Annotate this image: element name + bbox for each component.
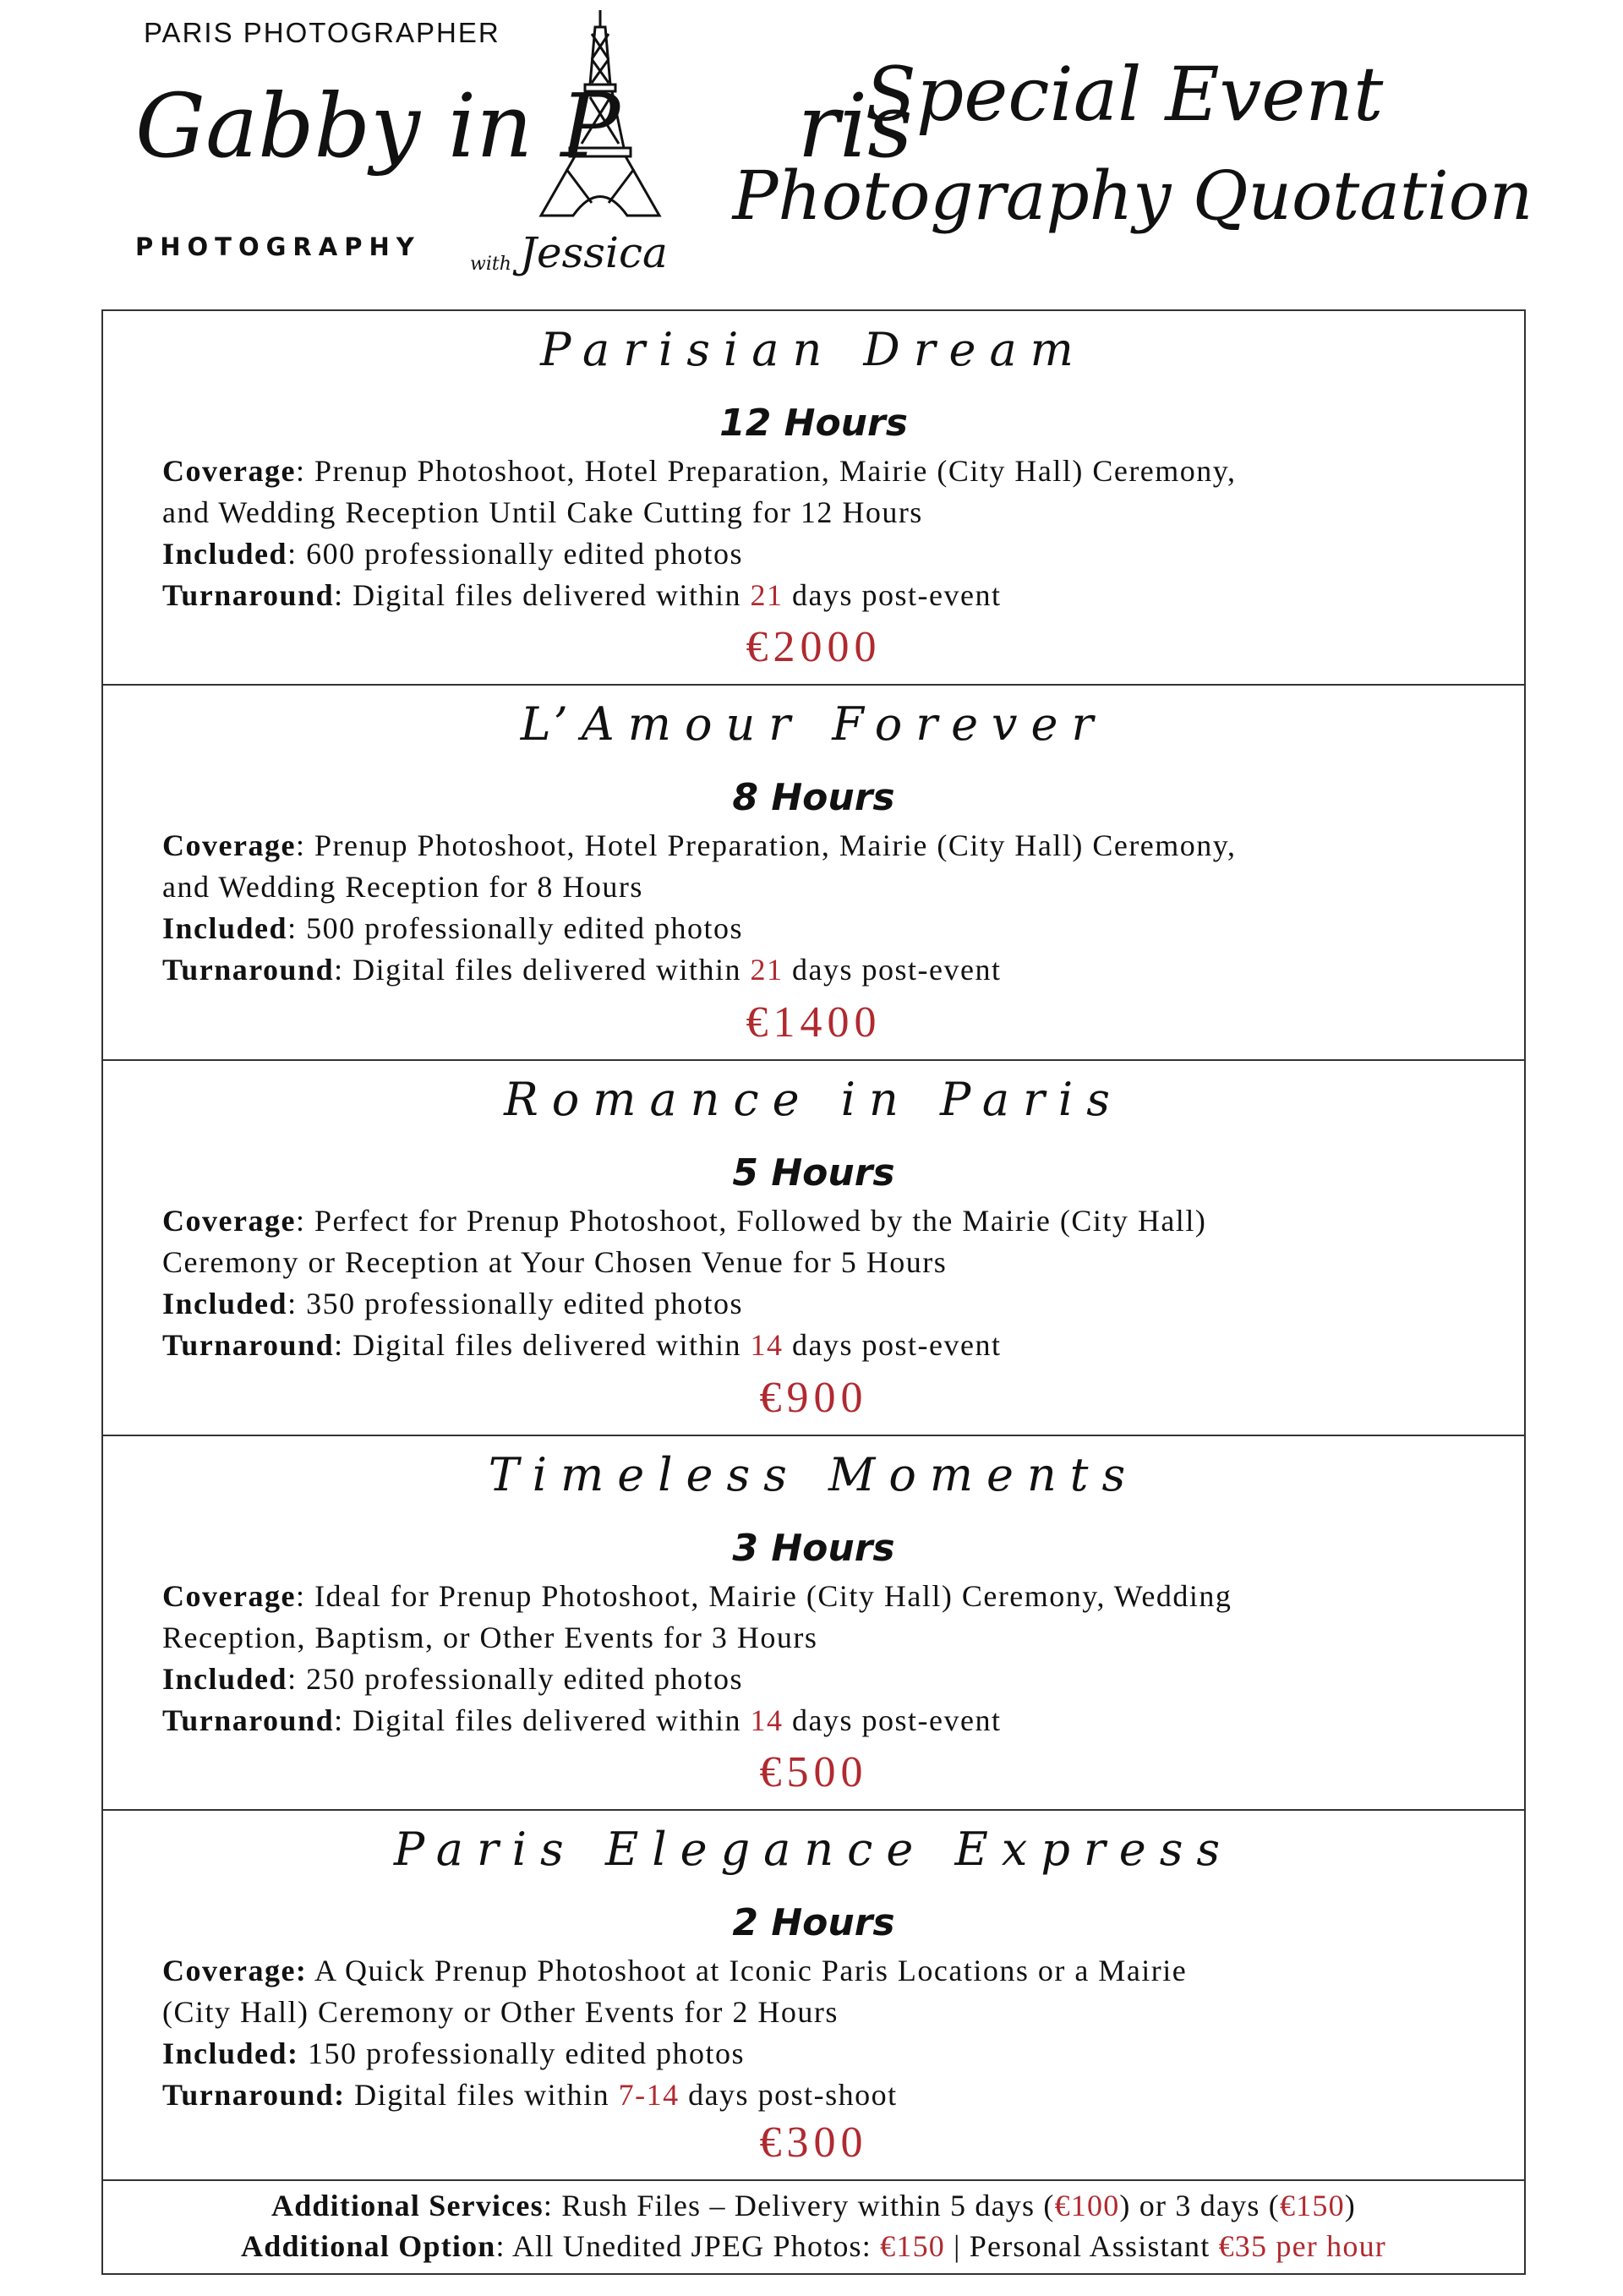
option-label: Additional Option	[241, 2229, 496, 2263]
coverage-line: Coverage: Prenup Photoshoot, Hotel Preparation, Mairie (City Hall) Ceremony,	[162, 454, 1237, 488]
option-text-1: : All Unedited JPEG Photos:	[495, 2229, 881, 2263]
logo-script-part2: ris	[797, 74, 913, 178]
coverage-label: Coverage	[162, 1204, 296, 1238]
included-text: 150 professionally edited photos	[308, 2036, 745, 2070]
package-name: L’Amour Forever	[520, 697, 1107, 751]
package-parisian-dream	[103, 311, 1524, 686]
turnaround-label: Turnaround	[162, 953, 335, 987]
included-text: 250 professionally edited photos	[306, 1662, 744, 1696]
turnaround-label: Turnaround	[162, 1703, 335, 1737]
coverage-line: Coverage: Ideal for Prenup Photoshoot, Mairie (City Hall) Ceremony, Wedding	[162, 1579, 1232, 1613]
turnaround-text: Digital files delivered within	[352, 953, 742, 987]
page-title: Special Event	[865, 51, 1384, 138]
logo-tagline-bottom: PHOTOGRAPHY	[135, 232, 421, 261]
package-details	[162, 1200, 1465, 1366]
turnaround-suffix: days post-shoot	[688, 2078, 898, 2112]
coverage-label: Coverage	[162, 1579, 296, 1613]
included-line: Included: 500 professionally edited photos	[162, 911, 744, 945]
turnaround-days: 21	[750, 953, 784, 987]
included-line: Included: 250 professionally edited photos	[162, 1662, 744, 1696]
additional-services-line	[103, 2188, 1524, 2223]
turnaround-line: Turnaround: Digital files delivered within 14 days post-event	[162, 1703, 1002, 1737]
package-name: Timeless Moments	[488, 1448, 1139, 1501]
page-subtitle: Photography Quotation	[732, 156, 1533, 235]
included-label: Included:	[162, 2036, 299, 2070]
logo-tagline-top: PARIS PHOTOGRAPHER	[144, 17, 500, 48]
package-name: Paris Elegance Express	[393, 1823, 1234, 1876]
turnaround-line: Turnaround: Digital files delivered within 14 days post-event	[162, 1328, 1002, 1362]
option-price-1: €150	[880, 2229, 945, 2263]
coverage-text: Prenup Photoshoot, Hotel Preparation, Mairie (City Hall) Ceremony,	[314, 828, 1237, 862]
services-text-2: ) or 3 days (	[1119, 2189, 1280, 2222]
turnaround-days: 21	[750, 578, 784, 612]
package-price: €300	[759, 2118, 868, 2167]
package-paris-elegance-express	[103, 1811, 1524, 2181]
turnaround-text: Digital files delivered within	[352, 1703, 742, 1737]
logo-signature-name: Jessica	[520, 228, 668, 277]
turnaround-suffix: days post-event	[792, 578, 1002, 612]
turnaround-line: Turnaround: Digital files delivered within 21 days post-event	[162, 953, 1002, 987]
package-details	[162, 451, 1465, 616]
package-hours: 12 Hours	[719, 402, 908, 445]
package-hours: 3 Hours	[732, 1527, 895, 1570]
turnaround-suffix: days post-event	[792, 953, 1002, 987]
brand-logo	[135, 8, 913, 287]
turnaround-suffix: days post-event	[792, 1703, 1002, 1737]
package-price: €2000	[746, 623, 882, 671]
package-price: €900	[759, 1374, 868, 1422]
turnaround-text: Digital files delivered within	[352, 578, 742, 612]
coverage-label: Coverage	[162, 454, 296, 488]
package-hours: 5 Hours	[732, 1151, 895, 1194]
option-text-2: | Personal Assistant	[944, 2229, 1219, 2263]
coverage-line-2: Reception, Baptism, or Other Events for 3 Hours	[162, 1621, 818, 1654]
package-name: Romance in Paris	[504, 1073, 1123, 1126]
turnaround-line	[162, 2075, 1465, 2116]
package-lamour-forever	[103, 686, 1524, 1061]
services-text-1: : Rush Files – Delivery within 5 days (	[543, 2189, 1055, 2222]
coverage-line: Coverage: Prenup Photoshoot, Hotel Preparation, Mairie (City Hall) Ceremony,	[162, 828, 1237, 862]
coverage-text: Perfect for Prenup Photoshoot, Followed by the Mairie (City Hall)	[314, 1204, 1207, 1238]
included-label: Included	[162, 1287, 288, 1320]
turnaround-days: 14	[750, 1703, 784, 1737]
coverage-text: Ideal for Prenup Photoshoot, Mairie (City Hall) Ceremony, Wedding	[314, 1579, 1232, 1613]
coverage-label: Coverage:	[162, 1954, 308, 1987]
included-text: 500 professionally edited photos	[306, 911, 744, 945]
services-text-3: )	[1344, 2189, 1356, 2222]
services-price-2: €150	[1279, 2189, 1345, 2222]
turnaround-line: Turnaround: Digital files delivered within 21 days post-event	[162, 578, 1002, 612]
package-details	[162, 825, 1465, 991]
package-price: €1400	[746, 998, 882, 1047]
services-label: Additional Services	[271, 2189, 544, 2222]
included-label: Included	[162, 537, 288, 571]
package-hours: 8 Hours	[732, 776, 895, 819]
package-details	[162, 1576, 1465, 1741]
eiffel-tower-icon	[533, 8, 668, 220]
included-line: Included: 600 professionally edited photos	[162, 537, 744, 571]
additional-option-line	[103, 2228, 1524, 2264]
package-timeless-moments	[103, 1436, 1524, 1811]
coverage-line-2: and Wedding Reception Until Cake Cutting for 12 Hours	[162, 495, 923, 529]
turnaround-text: Digital files within	[354, 2078, 610, 2112]
turnaround-label: Turnaround	[162, 1328, 335, 1362]
coverage-label: Coverage	[162, 828, 296, 862]
included-line: Included: 350 professionally edited photos	[162, 1287, 744, 1320]
coverage-text: A Quick Prenup Photoshoot at Iconic Paris Locations or a Mairie	[314, 1954, 1188, 1987]
coverage-line	[162, 1950, 1465, 1992]
package-hours: 2 Hours	[732, 1901, 895, 1944]
additional-services	[103, 2181, 1524, 2273]
package-details	[162, 1950, 1465, 2116]
services-price-1: €100	[1054, 2189, 1120, 2222]
package-romance-in-paris	[103, 1061, 1524, 1436]
included-line	[162, 2033, 1465, 2075]
turnaround-text: Digital files delivered within	[352, 1328, 742, 1362]
coverage-text: Prenup Photoshoot, Hotel Preparation, Mairie (City Hall) Ceremony,	[314, 454, 1237, 488]
coverage-line-2: (City Hall) Ceremony or Other Events for 2 Hours	[162, 1995, 839, 2029]
coverage-line-2: and Wedding Reception for 8 Hours	[162, 870, 643, 904]
quotation-table	[101, 309, 1526, 2275]
turnaround-days: 7-14	[618, 2078, 680, 2112]
included-label: Included	[162, 911, 288, 945]
turnaround-label: Turnaround:	[162, 2078, 346, 2112]
logo-with: with	[470, 254, 511, 275]
package-name: Parisian Dream	[540, 323, 1087, 376]
included-label: Included	[162, 1662, 288, 1696]
option-price-2: €35 per hour	[1218, 2229, 1386, 2263]
logo-script-part1: Gabby in P	[135, 74, 620, 178]
turnaround-label: Turnaround	[162, 578, 335, 612]
included-text: 350 professionally edited photos	[306, 1287, 744, 1320]
included-text: 600 professionally edited photos	[306, 537, 744, 571]
package-price: €500	[759, 1748, 868, 1796]
coverage-line: Coverage: Perfect for Prenup Photoshoot, Followed by the Mairie (City Hall)	[162, 1204, 1207, 1238]
coverage-line-2: Ceremony or Reception at Your Chosen Venue for 5 Hours	[162, 1245, 948, 1279]
turnaround-suffix: days post-event	[792, 1328, 1002, 1362]
turnaround-days: 14	[750, 1328, 784, 1362]
